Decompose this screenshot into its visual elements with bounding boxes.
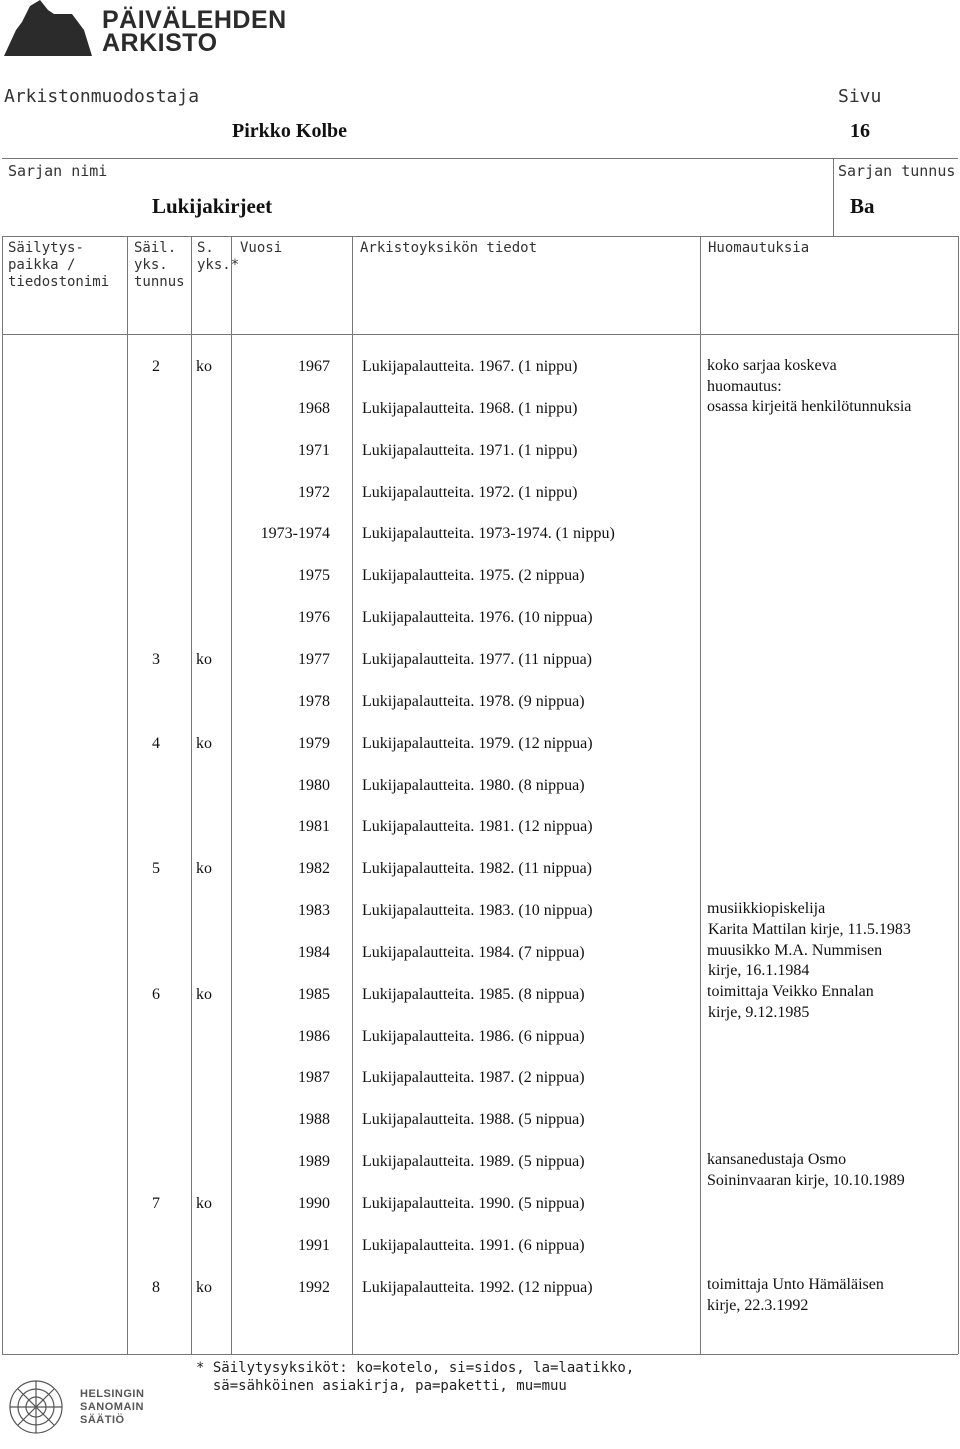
row-info: Lukijapalautteita. 1967. (1 nippu) bbox=[362, 358, 578, 375]
row-info: Lukijapalautteita. 1984. (7 nippua) bbox=[362, 944, 585, 961]
row-year: 1989 bbox=[298, 1153, 330, 1170]
row-year: 1979 bbox=[298, 735, 330, 752]
hss-emblem-icon bbox=[6, 1370, 66, 1444]
row-info: Lukijapalautteita. 1978. (9 nippua) bbox=[362, 693, 585, 710]
note-unit-7 bbox=[707, 1150, 905, 1191]
divider-bottom bbox=[2, 1354, 958, 1355]
row-year: 1986 bbox=[298, 1028, 330, 1045]
footer-legend-line-2: sä=sähköinen asiakirja, pa=paketti, mu=muu bbox=[196, 1378, 567, 1394]
row-unit-type: ko bbox=[196, 1195, 212, 1212]
row-year: 1971 bbox=[298, 442, 330, 459]
col-header-storage: Säilytys- paikka / tiedostonimi bbox=[8, 240, 110, 290]
row-unit-id: 3 bbox=[152, 651, 160, 668]
row-info: Lukijapalautteita. 1988. (5 nippua) bbox=[362, 1111, 585, 1128]
col-sep-1 bbox=[127, 236, 128, 1354]
row-year: 1981 bbox=[298, 818, 330, 835]
note-line: osassa kirjeitä henkilötunnuksia bbox=[707, 398, 912, 415]
row-year: 1982 bbox=[298, 860, 330, 877]
note-line: Karita Mattilan kirje, 11.5.1983 bbox=[708, 920, 911, 938]
paivalehden-logo-icon bbox=[2, 0, 92, 58]
logo-line-1: PÄIVÄLEHDEN bbox=[102, 6, 287, 34]
series-name-label: Sarjan nimi bbox=[8, 162, 108, 180]
row-info: Lukijapalautteita. 1977. (11 nippua) bbox=[362, 651, 593, 668]
table-border-right bbox=[958, 236, 959, 1354]
creator-label: Arkistonmuodostaja bbox=[4, 86, 200, 107]
row-info: Lukijapalautteita. 1981. (12 nippua) bbox=[362, 818, 593, 835]
series-name: Lukijakirjeet bbox=[152, 194, 273, 218]
note-line: koko sarjaa koskeva bbox=[707, 357, 837, 374]
hss-logo-line-1: HELSINGIN bbox=[80, 1388, 145, 1400]
row-unit-type: ko bbox=[196, 860, 212, 877]
row-year: 1977 bbox=[298, 651, 330, 668]
row-year: 1973-1974 bbox=[260, 525, 330, 542]
logo-line-2: ARKISTO bbox=[102, 29, 218, 57]
note-line: Soininvaaran kirje, 10.10.1989 bbox=[707, 1171, 905, 1189]
row-year: 1967 bbox=[298, 358, 330, 375]
series-id-label: Sarjan tunnus bbox=[838, 162, 956, 180]
note-line: kirje, 22.3.1992 bbox=[707, 1296, 809, 1314]
col-sep-5 bbox=[700, 236, 701, 1354]
divider-top bbox=[2, 158, 958, 159]
divider-header bbox=[2, 236, 958, 237]
creator-name: Pirkko Kolbe bbox=[232, 120, 348, 142]
row-unit-type: ko bbox=[196, 651, 212, 668]
page-label: Sivu bbox=[838, 86, 882, 107]
col-header-year: Vuosi bbox=[240, 240, 283, 256]
row-info: Lukijapalautteita. 1989. (5 nippua) bbox=[362, 1153, 585, 1170]
col-header-unit-id: Säil. yks. tunnus bbox=[134, 240, 185, 290]
row-year: 1990 bbox=[298, 1195, 330, 1212]
row-info: Lukijapalautteita. 1983. (10 nippua) bbox=[362, 902, 593, 919]
row-info: Lukijapalautteita. 1971. (1 nippu) bbox=[362, 442, 578, 459]
row-year: 1991 bbox=[298, 1237, 330, 1254]
row-info: Lukijapalautteita. 1973-1974. (1 nippu) bbox=[362, 525, 615, 542]
row-unit-id: 5 bbox=[152, 860, 160, 877]
note-unit-8 bbox=[707, 1275, 884, 1316]
hss-logo-line-3: SÄÄTIÖ bbox=[80, 1414, 125, 1426]
row-info: Lukijapalautteita. 1980. (8 nippua) bbox=[362, 777, 585, 794]
row-unit-id: 6 bbox=[152, 986, 160, 1003]
note-series bbox=[707, 356, 911, 418]
row-info: Lukijapalautteita. 1975. (2 nippua) bbox=[362, 567, 585, 584]
row-info: Lukijapalautteita. 1987. (2 nippua) bbox=[362, 1069, 585, 1086]
row-year: 1978 bbox=[298, 693, 330, 710]
note-line: muusikko M.A. Nummisen bbox=[707, 941, 883, 959]
note-line: huomautus: bbox=[707, 377, 782, 395]
row-info: Lukijapalautteita. 1972. (1 nippu) bbox=[362, 484, 578, 501]
row-info: Lukijapalautteita. 1976. (10 nippua) bbox=[362, 609, 593, 626]
row-year: 1987 bbox=[298, 1069, 330, 1086]
col-sep-2 bbox=[191, 236, 192, 1354]
col-header-unit-type: S. yks.* bbox=[197, 240, 240, 273]
note-line: toimittaja Unto Hämäläisen bbox=[707, 1276, 884, 1293]
row-unit-id: 2 bbox=[152, 358, 160, 375]
paivalehden-logo bbox=[2, 0, 287, 60]
series-id: Ba bbox=[850, 194, 875, 218]
divider-series-id bbox=[833, 158, 834, 236]
row-info: Lukijapalautteita. 1991. (6 nippua) bbox=[362, 1237, 585, 1254]
row-info: Lukijapalautteita. 1985. (8 nippua) bbox=[362, 986, 585, 1003]
col-sep-4 bbox=[352, 236, 353, 1354]
row-info: Lukijapalautteita. 1982. (11 nippua) bbox=[362, 860, 593, 877]
note-line: kirje, 16.1.1984 bbox=[708, 962, 810, 980]
col-header-info: Arkistoyksikön tiedot bbox=[360, 240, 538, 256]
row-info: Lukijapalautteita. 1979. (12 nippua) bbox=[362, 735, 593, 752]
note-unit-6 bbox=[707, 899, 911, 1024]
row-unit-type: ko bbox=[196, 1279, 212, 1296]
row-year: 1984 bbox=[298, 944, 330, 961]
col-sep-3 bbox=[231, 236, 232, 1354]
row-unit-type: ko bbox=[196, 986, 212, 1003]
row-info: Lukijapalautteita. 1992. (12 nippua) bbox=[362, 1279, 593, 1296]
note-line: kansanedustaja Osmo bbox=[707, 1151, 847, 1168]
row-year: 1976 bbox=[298, 609, 330, 626]
row-unit-type: ko bbox=[196, 358, 212, 375]
row-year: 1983 bbox=[298, 902, 330, 919]
note-line: kirje, 9.12.1985 bbox=[708, 1003, 810, 1021]
row-year: 1988 bbox=[298, 1111, 330, 1128]
row-unit-id: 4 bbox=[152, 735, 160, 752]
row-year: 1992 bbox=[298, 1279, 330, 1296]
row-year: 1980 bbox=[298, 777, 330, 794]
col-header-notes: Huomautuksia bbox=[708, 240, 810, 256]
row-unit-id: 7 bbox=[152, 1195, 160, 1212]
row-year: 1985 bbox=[298, 986, 330, 1003]
hss-logo-line-2: SANOMAIN bbox=[80, 1401, 144, 1413]
row-info: Lukijapalautteita. 1986. (6 nippua) bbox=[362, 1028, 585, 1045]
divider-columns bbox=[2, 334, 958, 335]
row-year: 1972 bbox=[298, 484, 330, 501]
row-year: 1968 bbox=[298, 400, 330, 417]
row-info: Lukijapalautteita. 1968. (1 nippu) bbox=[362, 400, 578, 417]
row-unit-type: ko bbox=[196, 735, 212, 752]
table-border-left bbox=[2, 236, 3, 1354]
row-year: 1975 bbox=[298, 567, 330, 584]
page-number: 16 bbox=[850, 120, 870, 142]
hss-logo bbox=[6, 1368, 156, 1446]
footer-legend-line-1: * Säilytysyksiköt: ko=kotelo, si=sidos, la=laatikko, bbox=[196, 1360, 635, 1376]
note-line: toimittaja Veikko Ennalan bbox=[707, 983, 874, 1001]
note-line: musiikkiopiskelija bbox=[707, 900, 826, 917]
row-info: Lukijapalautteita. 1990. (5 nippua) bbox=[362, 1195, 585, 1212]
row-unit-id: 8 bbox=[152, 1279, 160, 1296]
